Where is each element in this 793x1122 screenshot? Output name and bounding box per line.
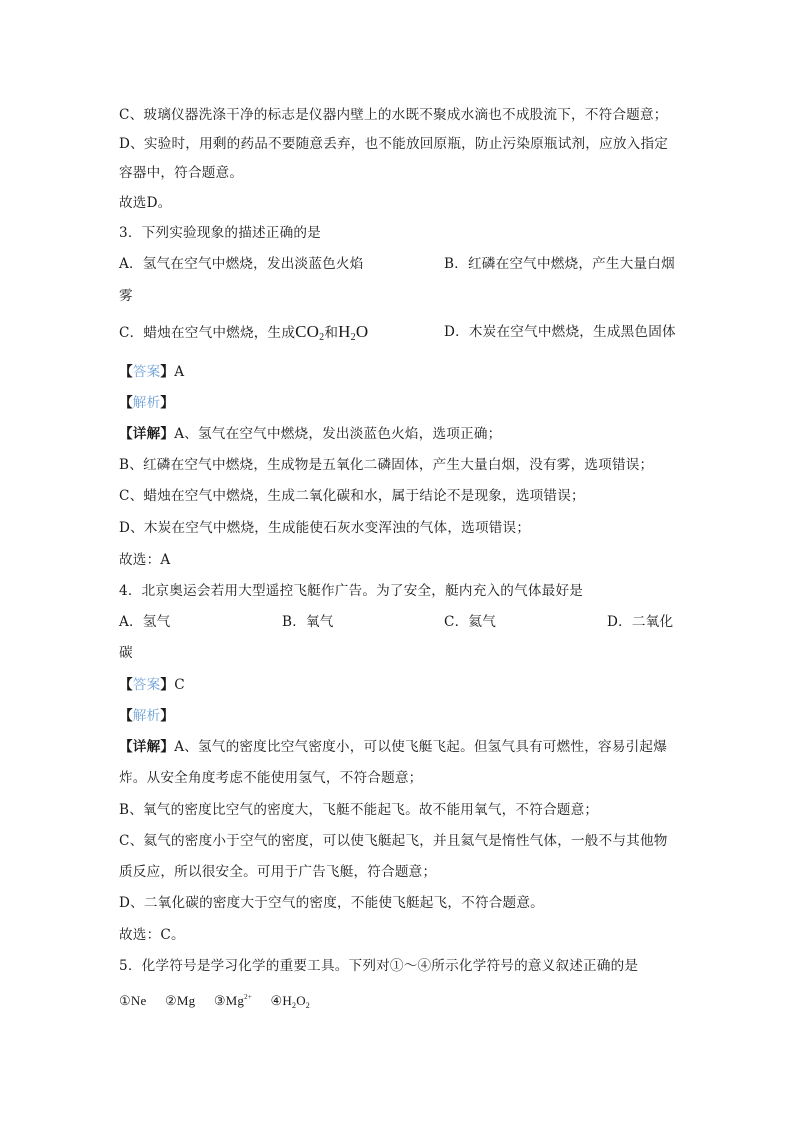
q4-option-c: C．氦气 [444,614,496,630]
detail-label: 【详解】 [119,426,175,442]
symbol-mg: ②Mg [164,993,196,1008]
q3-option-c-text: C．蜡烛在空气中燃烧，生成 [119,325,296,341]
symbol-mg-ion: $③Mg^{2+}$ [213,993,252,1008]
q3-analysis-heading: 【解析】 [119,395,175,411]
prev-final-choice: 故选D。 [119,195,172,211]
q4-option-a: A．氢气 [119,614,171,630]
paragraph-prev-d: D、实验时，用剩的药品不要随意丢弃，也不能放回原瓶，防止污染原瓶试剂，应放入指定 [119,136,669,152]
q4-stem: 4．北京奥运会若用大型遥控飞艇作广告。为了安全，艇内充入的气体最好是 [119,583,584,599]
q3-detail-c: C、蜡烛在空气中燃烧，生成二氧化碳和水，属于结论不是现象，选项错误； [119,488,585,504]
q4-detail-a: 【详解】A、氢气的密度比空气密度小，可以使飞艇飞起。但氢气具有可燃性，容易引起爆 [119,739,667,755]
q3-option-b: B．红磷在空气中燃烧，产生大量白烟 [444,256,675,272]
q3-detail-a: 【详解】A、氢气在空气中燃烧，发出淡蓝色火焰，选项正确； [119,426,502,442]
formula-h2o: $H_2O$ [338,322,369,343]
q4-detail-c: C、氦气的密度小于空气的密度，可以使飞艇起飞，并且氦气是惰性气体，一般不与其他物 [119,833,668,849]
paragraph-prev-c: C、玻璃仪器洗涤干净的标志是仪器内壁上的水既不聚成水滴也不成股流下，不符合题意； [119,107,668,123]
q3-option-a: A．氢气在空气中燃烧，发出淡蓝色火焰 [119,256,364,272]
answer-label: 答案 [132,677,161,693]
q4-option-d: D．二氧化 [607,614,674,630]
q3-stem: 3．下列实验现象的描述正确的是 [119,225,321,241]
q5-symbols [119,987,675,1016]
symbol-h2o2: $④H_2O_2$ [270,993,310,1010]
q4-detail-d: D、二氧化碳的密度大于空气的密度，不能使飞艇起飞，不符合题意。 [119,895,544,911]
q4-option-b: B．氧气 [282,614,334,630]
q3-option-d: D．木炭在空气中燃烧，生成黑色固体 [444,324,676,340]
answer-value: C [174,677,185,693]
analysis-label: 解析 [132,708,161,724]
q3-option-c-and: 和 [324,325,339,341]
q3-option-b-cont: 雾 [119,288,133,304]
q4-detail-a-cont: 炸。从安全角度考虑不能使用氢气，不符合题意； [119,770,423,786]
paragraph-prev-d-cont: 容器中，符合题意。 [119,165,244,181]
q3-detail-d: D、木炭在空气中燃烧，生成能使石灰水变浑浊的气体，选项错误； [119,520,531,536]
detail-label: 【详解】 [119,739,175,755]
q4-detail-b: B、氧气的密度比空气的密度大，飞艇不能起飞。故不能用氧气，不符合题意； [119,802,599,818]
symbol-ne: ①Ne [119,993,147,1008]
answer-value: A [174,364,185,380]
q4-answer: 【答案】C [119,677,185,693]
q3-detail-b: B、红磷在空气中燃烧，生成物是五氧化二磷固体，产生大量白烟，没有雾，选项错误； [119,457,654,473]
answer-label: 答案 [132,364,161,380]
q4-option-d-cont: 碳 [119,645,133,661]
q4-analysis-heading: 【解析】 [119,708,175,724]
q3-option-c [119,322,368,348]
formula-co2: $CO_2$ [295,322,325,343]
analysis-label: 解析 [132,395,161,411]
q5-stem: 5．化学符号是学习化学的重要工具。下列对①～④所示化学符号的意义叙述正确的是 [119,958,639,974]
q3-final-choice: 故选：A [119,552,171,568]
q4-detail-c-cont: 质反应，所以很安全。可用于广告飞艇，符合题意； [119,864,437,880]
q4-final-choice: 故选：C。 [119,927,185,943]
q3-answer: 【答案】A [119,364,185,380]
